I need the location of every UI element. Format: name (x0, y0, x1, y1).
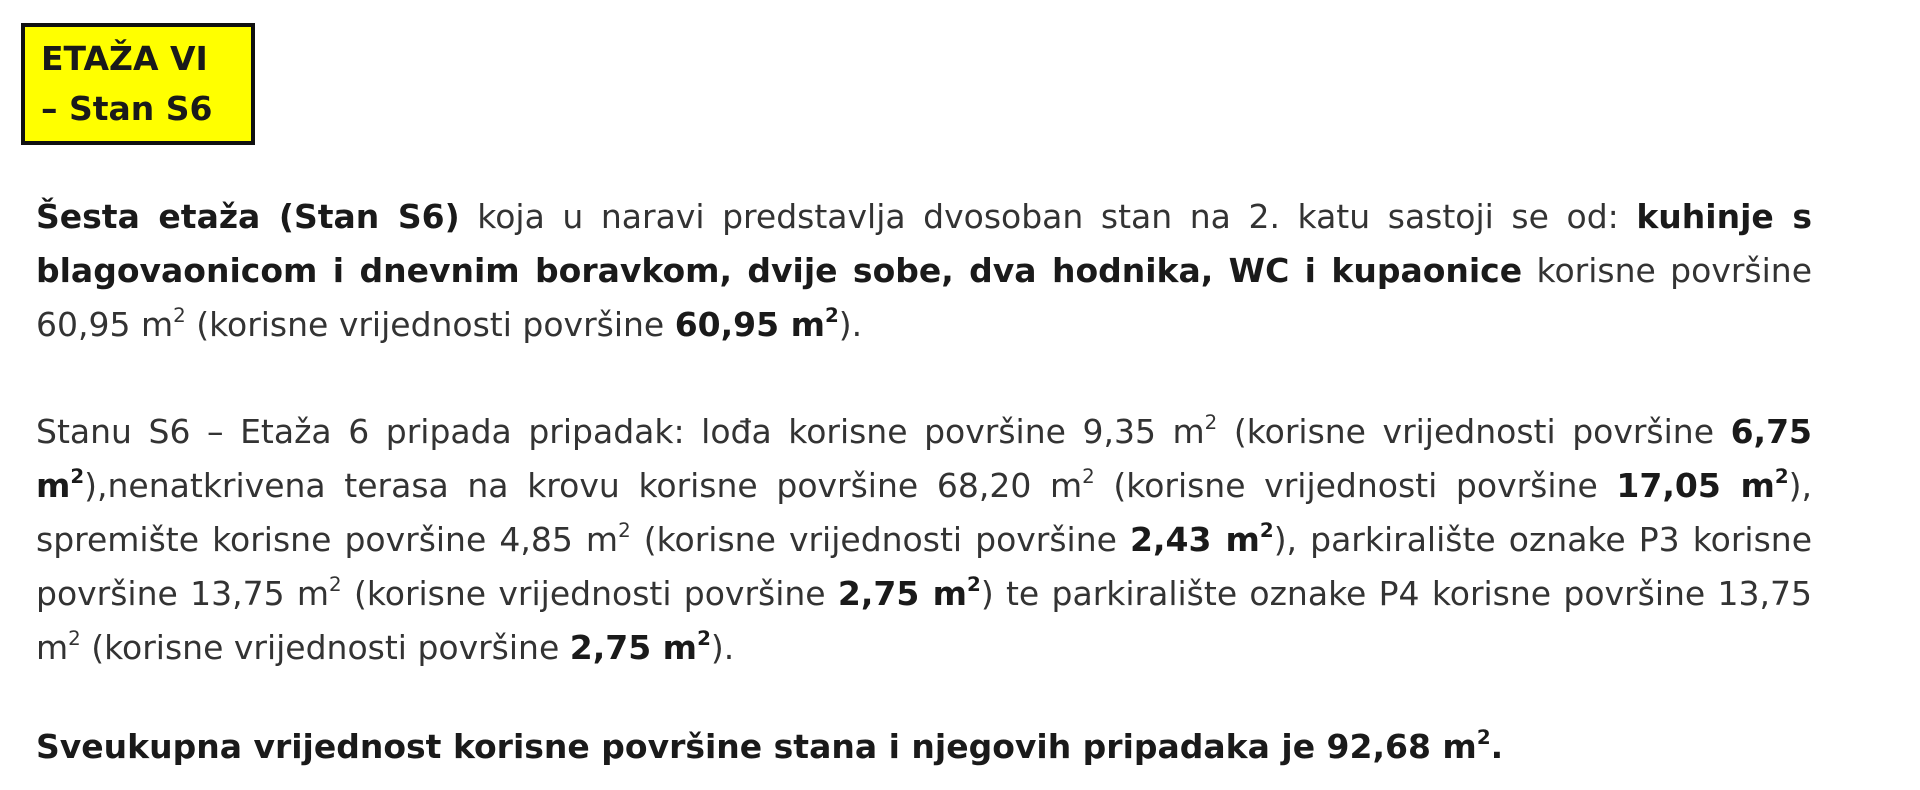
badge-floor-label: ETAŽA VI (41, 39, 208, 78)
storage-value: 2,43 $m^2$ (1130, 519, 1274, 559)
parking-p3-value: 2,75 $m^2$ (837, 573, 981, 613)
intro-text-2: korisne površine 60,95 m (36, 251, 1812, 344)
intro-text-4: ). (838, 305, 863, 344)
floor-badge (21, 23, 255, 145)
loggia-value: 6,75 $m^2$ (36, 412, 1812, 505)
appurtenances-paragraph: Stanu S6 – Etaža 6 pripada pripadak: lođa korisne površine 9,35 $m^2$ (korisne vrijednosti površine 6,75 $m^2),nenatkrivena$ terasa na krovu korisne površine 68,20 $m^2$ (korisne vrijednosti površine 17,05 $m^2$), spremište korisne površine 4,85 $m^2$ (korisne vrijednosti površine 2,43 $m^2$), parkiralište oznake P3 korisne površine 13,75 $m^2$ (korisne vrijednosti površine 2,75 $m^2$) te parkiralište oznake P4 korisne površine 13,75 $m^2$ (korisne vrijednosti površine 2,75 $m^2$). (36, 411, 1812, 667)
terrace-value: 17,05 $m^2$ (1616, 465, 1789, 505)
intro-value: 60,95 $m^2$ (674, 304, 839, 344)
intro-rooms: kuhinje s blagovaonicom i dnevnim boravkom, dvije sobe, dva hodnika, WC i kupaonice (36, 197, 1813, 290)
intro-lead: Šesta etaža (Stan S6) (36, 197, 460, 236)
intro-paragraph (36, 190, 1812, 352)
badge-unit-label: – Stan S6 (41, 89, 213, 128)
intro-text-1: koja u naravi predstavlja dvosoban stan na 2. katu sastoji se od: (459, 197, 1637, 236)
intro-text-3: (korisne vrijednosti površine (185, 305, 675, 344)
total-summary: Sveukupna vrijednost korisne površine stana i njegovih pripadaka je 92,68 $m^2$. (36, 726, 1504, 766)
unit-sup: 2 (173, 304, 186, 328)
parking-p4-value: 2,75 $m^2$ (569, 627, 711, 667)
